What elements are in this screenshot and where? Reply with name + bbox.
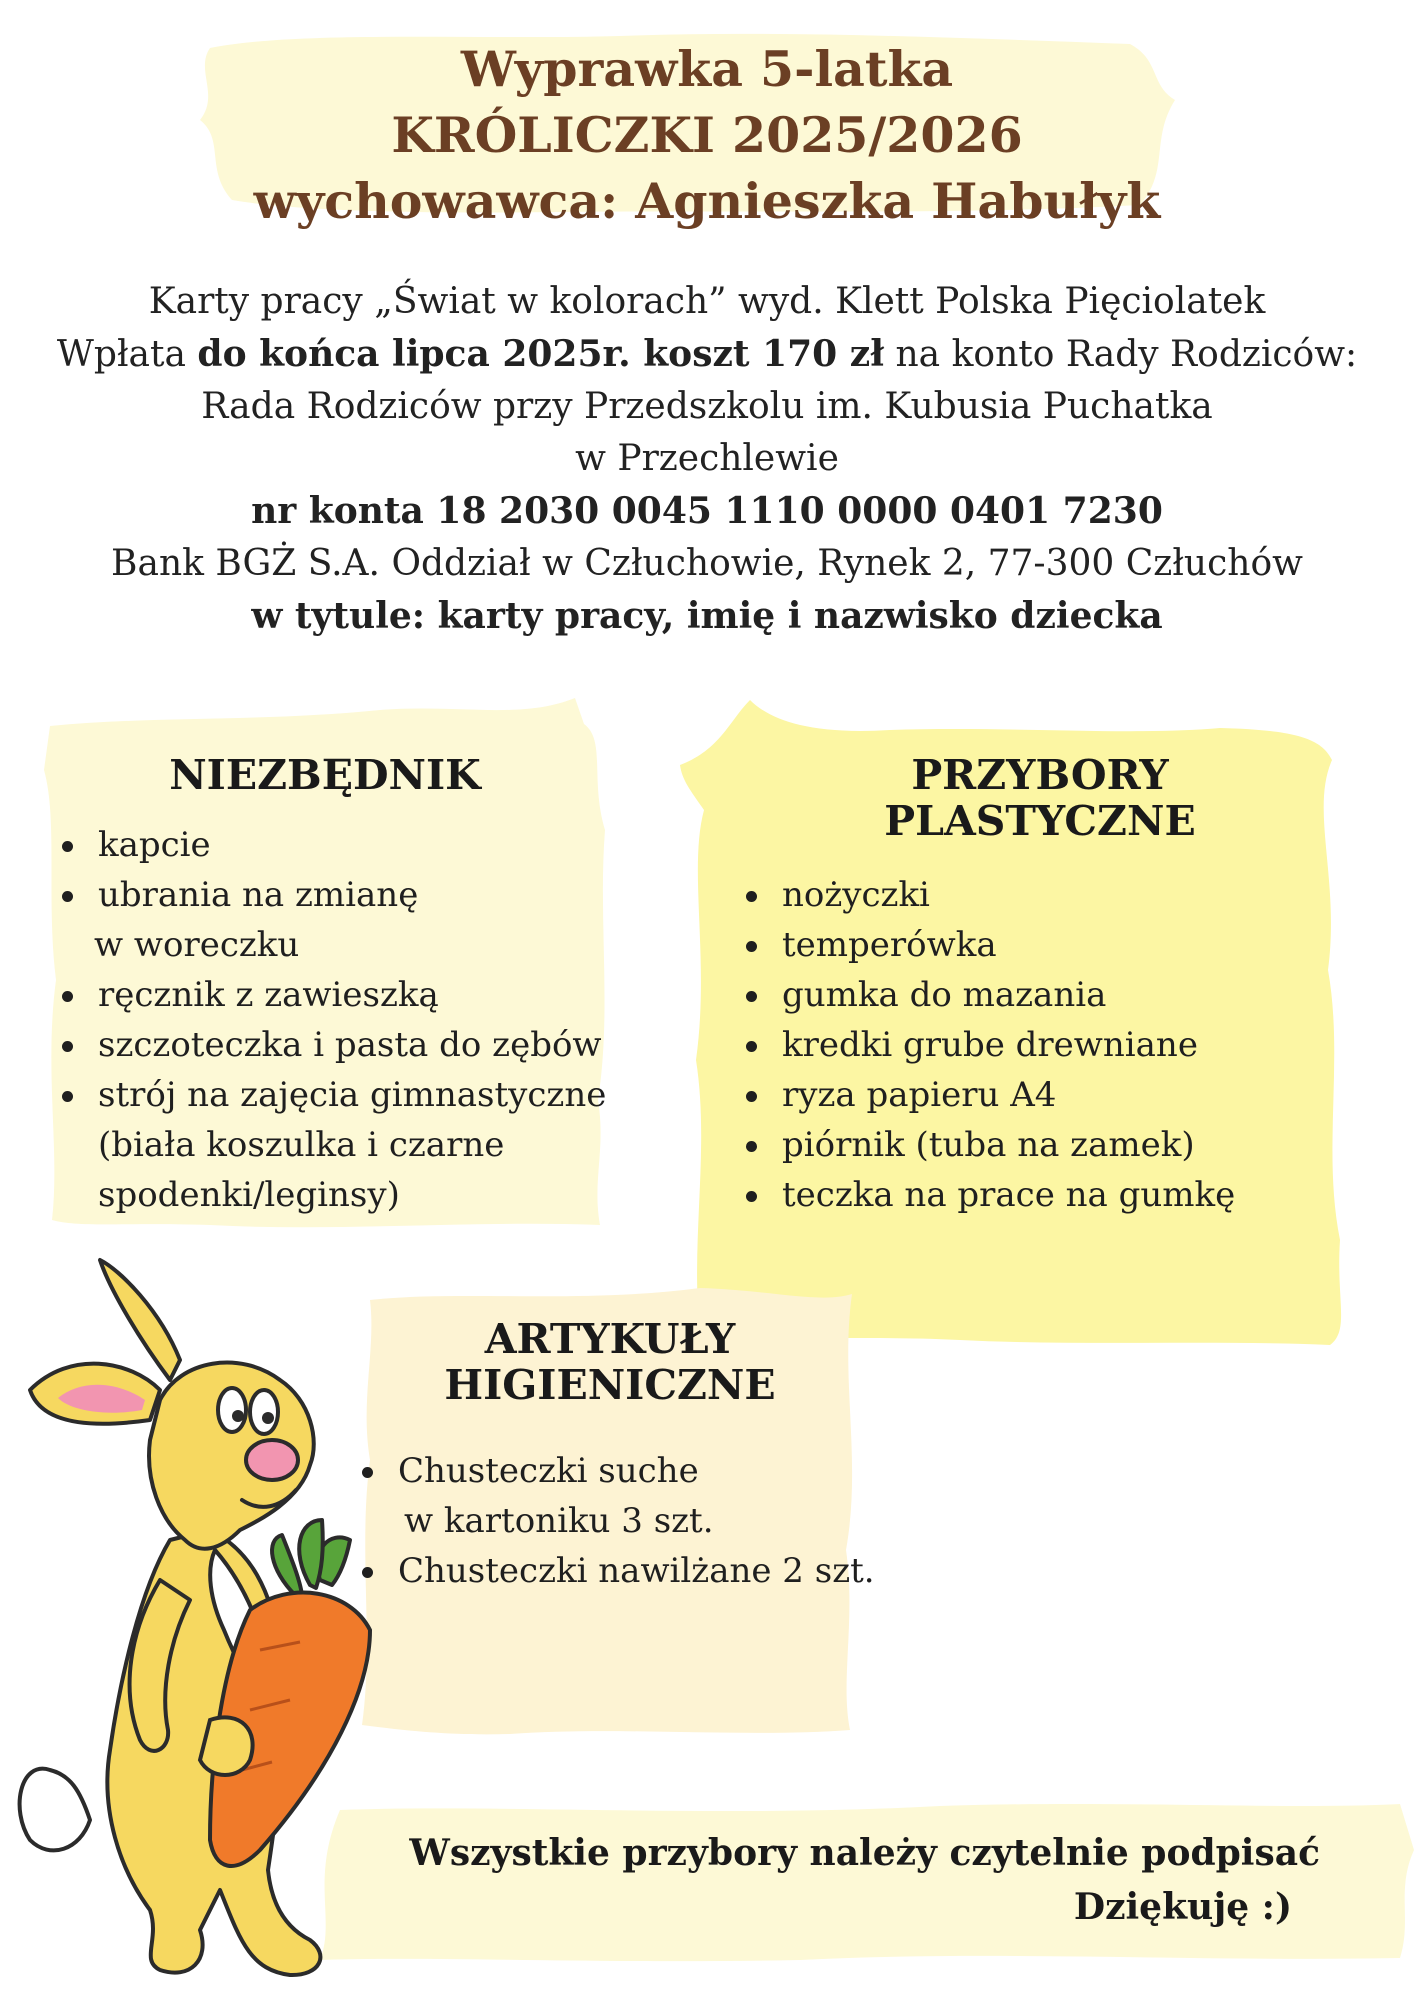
list-item: gumka do mazania <box>742 970 1235 1020</box>
bank-line: Bank BGŻ S.A. Oddział w Człuchowie, Rynek 2, 77-300 Człuchów <box>111 543 1303 584</box>
account-number-text: nr konta 18 2030 0045 1110 0000 0401 7230 <box>251 490 1163 532</box>
header-group: KRÓLICZKI 2025/2026 <box>391 106 1023 164</box>
higiena-list <box>358 1446 875 1596</box>
list-item: temperówka <box>742 920 1235 970</box>
account-number <box>0 485 1414 538</box>
payment-prefix: Wpłata <box>56 334 198 375</box>
przybory-title-line2: PLASTYCZNE <box>884 797 1196 845</box>
list-item: ręcznik z zawieszką <box>58 970 606 1020</box>
list-item: ubrania na zmianę <box>58 870 606 920</box>
header-title: Wyprawka 5-latka <box>460 40 954 98</box>
niezbednik-list <box>58 820 606 1220</box>
list-item: Chusteczki nawilżane 2 szt. <box>358 1546 875 1596</box>
list-item: ryza papieru A4 <box>742 1070 1235 1120</box>
transfer-title-text: w tytule: karty pracy, imię i nazwisko dziecka <box>251 595 1163 637</box>
place-line: w Przechlewie <box>575 438 839 479</box>
list-item: piórnik (tuba na zamek) <box>742 1120 1235 1170</box>
higiena-title-line2: HIGIENICZNE <box>444 1361 776 1409</box>
footer-note <box>380 1826 1320 1934</box>
przybory-title-line1: PRZYBORY <box>911 751 1169 799</box>
footer-sign-reminder: Wszystkie przybory należy czytelnie podpisać <box>409 1832 1320 1874</box>
header-teacher: wychowawca: Agnieszka Habułyk <box>253 172 1161 230</box>
footer-thanks: Dziękuję :) <box>1073 1886 1292 1928</box>
payment-info <box>0 276 1414 643</box>
page-header <box>0 36 1414 234</box>
rabbit-illustration <box>10 1250 380 1990</box>
list-item: Chusteczki suche <box>358 1446 875 1496</box>
przybory-title <box>760 752 1320 844</box>
payment-deadline-cost: do końca lipca 2025r. koszt 170 zł <box>197 333 885 375</box>
list-item: teczka na prace na gumkę <box>742 1170 1235 1220</box>
niezbednik-title: NIEZBĘDNIK <box>169 751 481 799</box>
payment-line <box>0 328 1414 381</box>
payment-suffix: na konto Rady Rodziców: <box>884 334 1358 375</box>
list-item-continuation: (biała koszulka i czarne <box>98 1125 505 1165</box>
list-item: szczoteczka i pasta do zębów <box>58 1020 606 1070</box>
workbook-line: Karty pracy „Świat w kolorach” wyd. Klett Polska Pięciolatek <box>148 281 1266 322</box>
list-item-continuation: w woreczku <box>94 925 300 965</box>
higiena-title-line1: ARTYKUŁY <box>484 1315 736 1363</box>
list-item-continuation: spodenki/leginsy) <box>98 1175 400 1215</box>
list-item: nożyczki <box>742 870 1235 920</box>
list-item: strój na zajęcia gimnastyczne <box>58 1070 606 1120</box>
list-item: kredki grube drewniane <box>742 1020 1235 1070</box>
council-line: Rada Rodziców przy Przedszkolu im. Kubusia Puchatka <box>201 386 1213 427</box>
przybory-list <box>742 870 1235 1220</box>
transfer-title-line <box>0 590 1414 643</box>
list-item: kapcie <box>58 820 606 870</box>
list-item-continuation: w kartoniku 3 szt. <box>404 1501 714 1541</box>
higiena-title <box>400 1316 820 1408</box>
